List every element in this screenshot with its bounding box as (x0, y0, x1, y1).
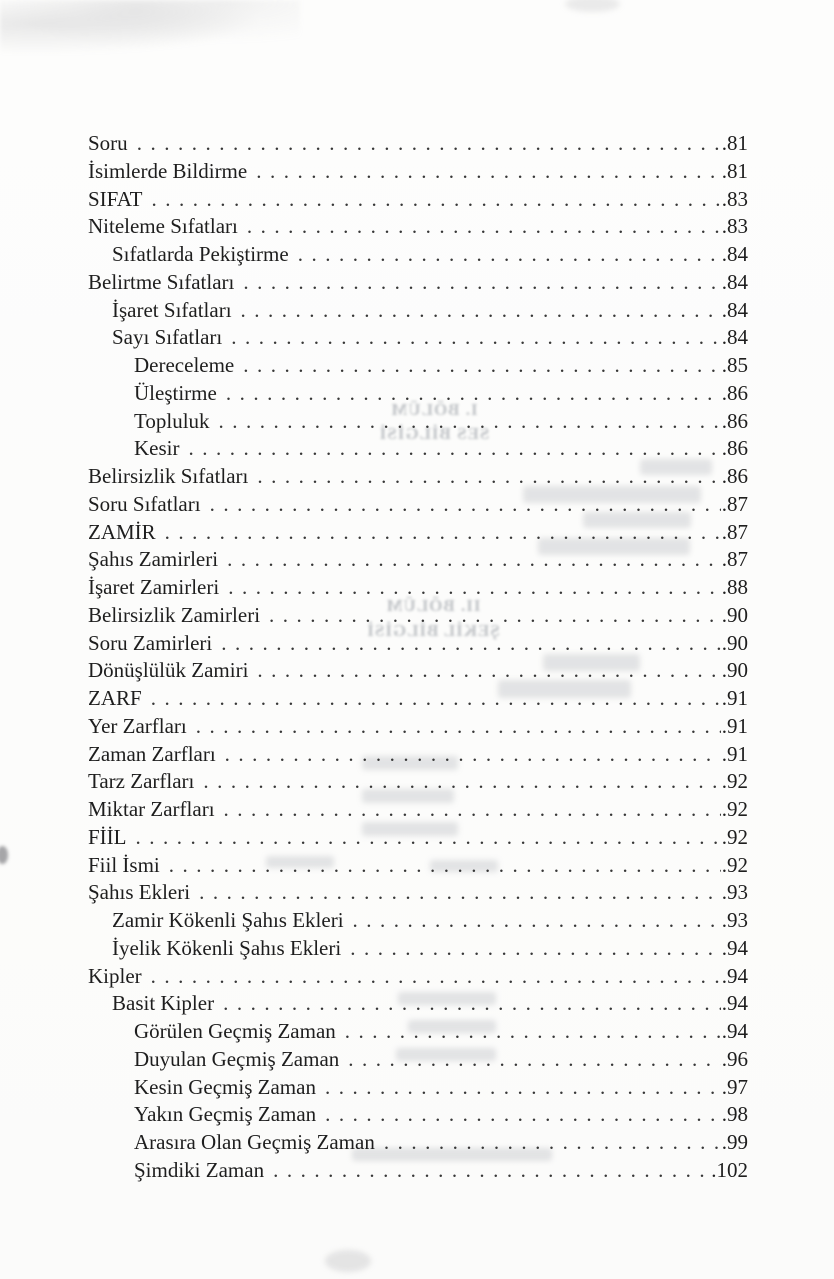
toc-entry-list (88, 130, 748, 1185)
toc-entry (88, 1018, 748, 1046)
dot-leader (257, 463, 720, 491)
dot-leader (325, 1074, 721, 1102)
toc-entry-label: Kipler (88, 963, 142, 988)
toc-entry (88, 963, 748, 991)
toc-entry-page-number: . 85 (722, 352, 748, 380)
toc-entry-label: Duyulan Geçmiş Zaman (134, 1046, 340, 1071)
dot-leader (353, 907, 721, 935)
toc-entry (88, 935, 748, 963)
toc-entry-page-number: . 93 (722, 907, 748, 935)
toc-entry (88, 741, 748, 769)
dot-leader (199, 879, 721, 907)
toc-entry (88, 657, 748, 685)
bleed-through-text: I. BÖLÜM (390, 400, 478, 419)
dot-leader (136, 824, 721, 852)
toc-entry-page-number: . 86 (722, 463, 748, 491)
dot-leader (224, 796, 721, 824)
toc-entry-page-number: . 98 (722, 1101, 748, 1129)
dot-leader (189, 435, 721, 463)
toc-entry (88, 297, 748, 325)
toc-entry-label: Kesin Geçmiş Zaman (134, 1074, 316, 1099)
dot-leader (165, 519, 721, 547)
toc-entry-label: İyelik Kökenli Şahıs Ekleri (112, 935, 342, 960)
toc-entry-label: Yakın Geçmiş Zaman (134, 1102, 317, 1127)
toc-entry-page-number: . 90 (722, 630, 748, 658)
toc-entry (88, 907, 748, 935)
toc-entry-page-number: . 86 (722, 408, 748, 436)
table-of-contents (88, 130, 748, 1185)
dot-leader (325, 1101, 721, 1129)
toc-entry-page-number: . 94 (722, 963, 748, 991)
toc-entry-page-number: . 83 (722, 186, 748, 214)
toc-entry-label: Soru (88, 131, 128, 155)
dot-leader (221, 630, 721, 658)
toc-entry (88, 241, 748, 269)
dot-leader (151, 963, 721, 991)
toc-entry-label: Miktar Zarfları (88, 797, 215, 821)
dot-leader (210, 491, 721, 519)
toc-entry-page-number: . 84 (722, 269, 748, 297)
dot-leader (241, 297, 721, 325)
dot-leader (203, 768, 720, 796)
dot-leader (223, 990, 721, 1018)
toc-entry (88, 408, 748, 436)
dot-leader (247, 213, 721, 241)
toc-entry (88, 435, 748, 463)
toc-entry-label: Fiil İsmi (88, 852, 160, 877)
toc-entry (88, 213, 748, 241)
toc-entry-page-number: . 102 (711, 1157, 748, 1185)
toc-entry-page-number: . 86 (722, 435, 748, 463)
toc-entry (88, 491, 748, 519)
toc-entry (88, 158, 748, 186)
toc-entry-label: ZAMİR (88, 519, 156, 544)
toc-entry (88, 519, 748, 547)
toc-entry-page-number: . 92 (722, 852, 748, 880)
toc-entry-page-number: . 99 (722, 1129, 748, 1157)
toc-entry-page-number: . 81 (722, 130, 748, 158)
toc-entry-label: Şahıs Ekleri (88, 880, 191, 905)
toc-entry-page-number: . 84 (722, 297, 748, 325)
toc-entry-label: Niteleme Sıfatları (88, 214, 238, 239)
bleed-through-text: II. BÖLÜM (385, 596, 481, 615)
dot-leader (348, 1046, 720, 1074)
toc-entry-label: FİİL (88, 824, 127, 849)
toc-entry-label: Dönüşlülük Zamiri (88, 658, 249, 683)
dot-leader (273, 1157, 710, 1185)
toc-entry (88, 630, 748, 658)
toc-entry-page-number: . 90 (722, 657, 748, 685)
toc-entry-page-number: . 83 (722, 213, 748, 241)
toc-entry (88, 1101, 748, 1129)
scan-smudge-topright (565, 0, 620, 12)
dot-leader (384, 1129, 721, 1157)
toc-entry (88, 324, 748, 352)
dot-leader (345, 1018, 721, 1046)
toc-entry-page-number: . 96 (722, 1046, 748, 1074)
toc-entry-label: Basit Kipler (112, 991, 215, 1016)
toc-entry-page-number: . 94 (722, 990, 748, 1018)
toc-entry-label: Soru Zamirleri (88, 630, 213, 655)
dot-leader (231, 324, 721, 352)
toc-entry (88, 824, 748, 852)
toc-entry-label: Zaman Zarfları (88, 741, 216, 766)
toc-entry-label: Belirsizlik Sıfatları (88, 464, 249, 488)
toc-entry (88, 130, 748, 158)
toc-entry (88, 1074, 748, 1102)
toc-entry (88, 990, 748, 1018)
toc-entry-label: Topluluk (134, 408, 210, 433)
toc-entry-page-number: . 92 (722, 768, 748, 796)
toc-entry (88, 796, 748, 824)
toc-entry (88, 1046, 748, 1074)
toc-entry-label: İsimlerde Bildirme (88, 158, 248, 183)
toc-entry (88, 186, 748, 214)
dot-leader (169, 852, 721, 880)
toc-entry-label: Belirtme Sıfatları (88, 269, 235, 294)
toc-entry (88, 768, 748, 796)
toc-entry (88, 269, 748, 297)
toc-entry (88, 546, 748, 574)
toc-entry-label: İşaret Zamirleri (88, 575, 220, 599)
dot-leader (226, 380, 721, 408)
toc-entry-label: Şimdiki Zaman (134, 1157, 265, 1182)
toc-entry (88, 1129, 748, 1157)
toc-entry-page-number: . 86 (722, 380, 748, 408)
dot-leader (243, 269, 720, 297)
toc-entry-label: Kesir (134, 436, 180, 461)
toc-entry-page-number: . 91 (722, 713, 748, 741)
toc-entry-label: Görülen Geçmiş Zaman (134, 1019, 336, 1043)
toc-entry-page-number: . 91 (722, 741, 748, 769)
dot-leader (257, 657, 720, 685)
dot-leader (350, 935, 721, 963)
toc-entry (88, 380, 748, 408)
dot-leader (227, 546, 721, 574)
toc-entry-label: Soru Sıfatları (88, 491, 201, 516)
toc-entry-page-number: . 90 (722, 602, 748, 630)
dot-leader (151, 186, 720, 214)
toc-entry (88, 685, 748, 713)
bleed-through-text: ŞEKİL BİLGİSİ (366, 621, 500, 640)
toc-entry-label: Dereceleme (134, 353, 235, 377)
toc-entry-label: SIFAT (88, 186, 143, 211)
dot-leader (298, 241, 721, 269)
toc-entry-page-number: . 93 (722, 879, 748, 907)
toc-entry-page-number: . 94 (722, 935, 748, 963)
toc-entry-page-number: . 84 (722, 241, 748, 269)
dot-leader (228, 574, 721, 602)
toc-entry (88, 713, 748, 741)
toc-entry-page-number: . 87 (722, 491, 748, 519)
toc-entry-label: Şahıs Zamirleri (88, 547, 219, 572)
toc-entry-label: ZARF (88, 686, 142, 710)
toc-entry-label: Üleştirme (134, 380, 217, 405)
toc-entry (88, 602, 748, 630)
toc-entry-page-number: . 81 (722, 158, 748, 186)
bleed-through-text: SES BİLGİSİ (378, 424, 490, 443)
dot-leader (225, 741, 721, 769)
dot-leader (137, 130, 721, 158)
toc-entry-label: Sıfatlarda Pekiştirme (112, 242, 289, 266)
toc-entry-page-number: . 92 (722, 824, 748, 852)
toc-entry-label: Zamir Kökenli Şahıs Ekleri (112, 908, 344, 932)
toc-entry-label: Yer Zarfları (88, 713, 187, 738)
dot-leader (196, 713, 721, 741)
toc-entry-page-number: . 87 (722, 519, 748, 547)
toc-entry-page-number: . 91 (722, 685, 748, 713)
toc-entry-page-number: . 84 (722, 324, 748, 352)
scan-smudge-bottom (325, 1250, 371, 1272)
toc-entry-label: Sayı Sıfatları (112, 325, 223, 350)
toc-entry-page-number: . 87 (722, 546, 748, 574)
toc-entry-page-number: . 97 (722, 1074, 748, 1102)
toc-entry-label: Arasıra Olan Geçmiş Zaman (134, 1130, 375, 1154)
dot-leader (256, 158, 721, 186)
dot-leader (269, 602, 721, 630)
toc-entry (88, 574, 748, 602)
toc-entry (88, 879, 748, 907)
toc-entry-page-number: . 88 (722, 574, 748, 602)
toc-entry-label: Tarz Zarfları (88, 769, 195, 794)
toc-entry (88, 463, 748, 491)
toc-entry-page-number: . 92 (722, 796, 748, 824)
scan-smudge-topleft (0, 0, 300, 60)
dot-leader (151, 685, 721, 713)
scan-speck-left-edge (0, 846, 8, 864)
dot-leader (219, 408, 721, 436)
toc-entry-page-number: . 94 (722, 1018, 748, 1046)
toc-entry (88, 352, 748, 380)
toc-entry (88, 1157, 748, 1185)
dot-leader (243, 352, 720, 380)
toc-entry (88, 852, 748, 880)
toc-entry-label: İşaret Sıfatları (112, 297, 232, 322)
toc-entry-label: Belirsizlik Zamirleri (88, 602, 261, 627)
